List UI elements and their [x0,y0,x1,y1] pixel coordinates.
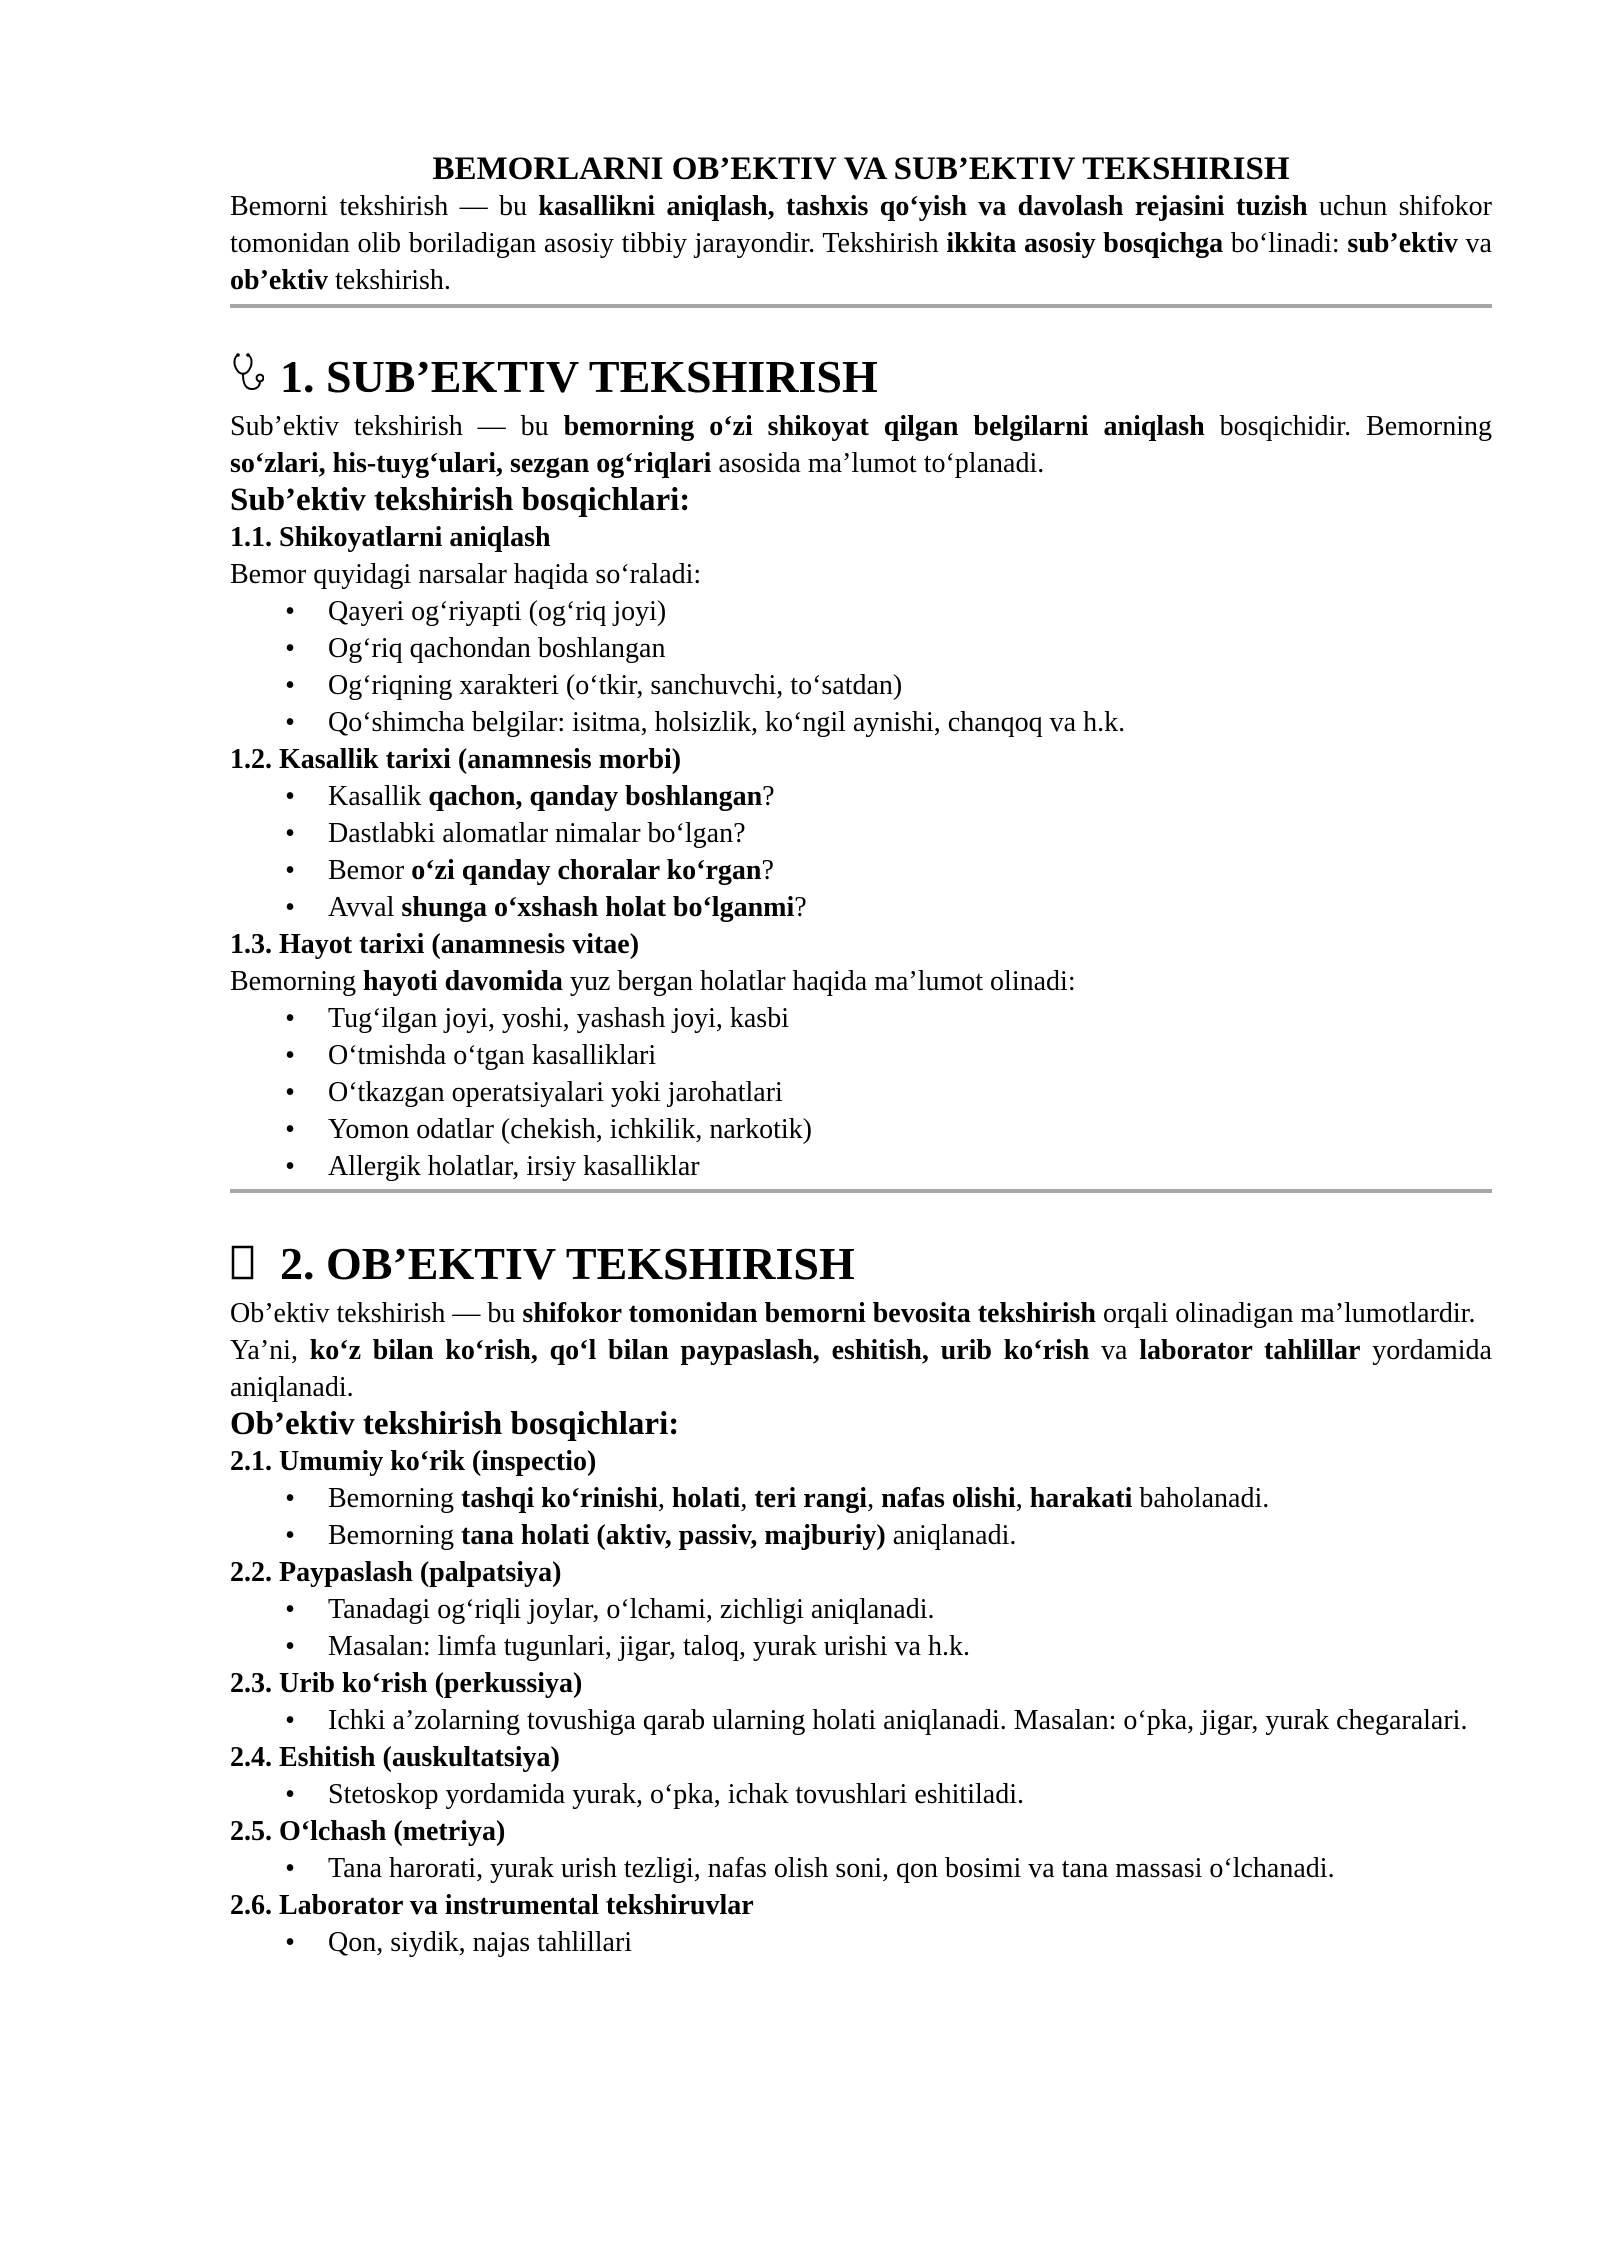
bullet-text: Og‘riq qachondan boshlangan [328,633,666,664]
bullet-text: Tug‘ilgan joyi, yoshi, yashash joyi, kasbi [328,1003,789,1034]
bullet-icon: • [285,707,295,738]
bullet-emphasis: teri rangi [754,1483,868,1514]
bullet-list-2-2 [230,1591,1492,1665]
bullet-item [230,704,1492,741]
bullet-list-1-3 [230,1000,1492,1185]
bullet-text: O‘tkazgan operatsiyalari yoki jarohatlari [328,1077,783,1108]
s2-steps-title: Ob’ektiv tekshirish bosqichlari: [230,1406,680,1442]
s1-text: bosqichidir. Bemorning [1204,411,1493,442]
bullet-text: Bemorning [328,1483,461,1514]
s1-3-text: yuz bergan holatlar haqida ma’lumot olinadi: [562,966,1076,997]
bullet-text: Allergik holatlar, irsiy kasalliklar [328,1151,700,1182]
bullet-emphasis: harakati [1029,1483,1133,1514]
s2-text: va [1089,1335,1140,1366]
bullet-text: Kasallik [328,781,429,812]
s2-text: Ob’ektiv tekshirish — bu [230,1298,523,1329]
s1-emphasis: so‘zlari, his-tuyg‘ulari, sezgan og‘riqlari [230,448,712,479]
bullet-list-1-1 [230,593,1492,741]
bullet-text: , [657,1483,672,1514]
document-title: BEMORLARNI OB’EKTIV VA SUB’EKTIV TEKSHIRISH [432,151,1290,187]
bullet-text: Tana harorati, yurak urish tezligi, nafas olish soni, qon bosimi va tana massasi o‘lchanadi. [328,1853,1335,1884]
subsection-heading-2-2: 2.2. Paypaslash (palpatsiya) [230,1557,562,1588]
bullet-icon: • [285,1594,295,1625]
s2-emphasis: shifokor tomonidan bemorni bevosita tekshirish [522,1298,1096,1329]
bullet-list-2-4 [230,1776,1492,1813]
subsection-heading-1-1: 1.1. Shikoyatlarni aniqlash [230,522,551,553]
bullet-icon: • [285,892,295,923]
bullet-icon: • [285,596,295,627]
bullet-icon: • [285,1631,295,1662]
bullet-item [230,630,1492,667]
bullet-item [230,1111,1492,1148]
bullet-text: , [867,1483,882,1514]
s1-text: asosida ma’lumot to‘planadi. [711,448,1045,479]
bullet-emphasis: tana holati (aktiv, passiv, majburiy) [461,1520,886,1551]
s2-emphasis: laborator tahlillar [1139,1335,1361,1366]
bullet-text: ? [762,781,775,812]
bullet-emphasis: holati [671,1483,741,1514]
intro-text: bo‘linadi: [1223,228,1348,259]
bullet-item [230,1480,1492,1517]
bullet-text: Qayeri og‘riyapti (og‘riq joyi) [328,596,667,627]
bullet-item [230,889,1492,926]
bullet-emphasis: o‘zi qanday choralar ko‘rgan [411,855,762,886]
bullet-text: Stetoskop yordamida yurak, o‘pka, ichak tovushlari eshitiladi. [328,1779,1024,1810]
bullet-item [230,667,1492,704]
bullet-text: baholanadi. [1132,1483,1270,1514]
s1-paragraph [230,408,1492,482]
bullet-item [230,1702,1492,1739]
s1-emphasis: bemorning o‘zi shikoyat qilgan belgilarni aniqlash [563,411,1205,442]
bullet-item [230,1517,1492,1554]
bullet-text: Og‘riqning xarakteri (o‘tkir, sanchuvchi, to‘satdan) [328,670,903,701]
bullet-item [230,1924,1492,1961]
bullet-list-2-6 [230,1924,1492,1961]
bullet-text: , [740,1483,755,1514]
bullet-text: O‘tmishda o‘tgan kasalliklari [328,1040,657,1071]
bullet-icon: • [285,1077,295,1108]
bullet-text: ? [794,892,807,923]
missing-glyph-icon [230,1237,270,1295]
bullet-text: Masalan: limfa tugunlari, jigar, taloq, yurak urishi va h.k. [328,1631,970,1662]
bullet-icon: • [285,1040,295,1071]
bullet-list-1-2 [230,778,1492,926]
bullet-text: Avval [328,892,402,923]
s1-text: Sub’ektiv tekshirish — bu [230,411,564,442]
bullet-text: Ichki a’zolarning tovushiga qarab ularning holati aniqlanadi. Masalan: o‘pka, jigar, yurak chegaralari. [328,1705,1468,1736]
bullet-list-2-1 [230,1480,1492,1554]
bullet-icon: • [285,1853,295,1884]
s1-1-paragraph: Bemor quyidagi narsalar haqida so‘raladi: [230,559,702,590]
bullet-item [230,852,1492,889]
bullet-icon: • [285,781,295,812]
section-1-title: 1. SUB’EKTIV TEKSHIRISH [280,351,878,402]
bullet-list-2-3 [230,1702,1492,1739]
s1-3-emphasis: hayoti davomida [363,966,563,997]
s2-paragraph-1 [230,1295,1492,1332]
bullet-text: Bemorning [328,1520,461,1551]
bullet-text: Qon, siydik, najas tahlillari [328,1927,633,1958]
bullet-item [230,1148,1492,1185]
bullet-item [230,1850,1492,1887]
bullet-emphasis: tashqi ko‘rinishi [461,1483,658,1514]
bullet-emphasis: shunga o‘xshash holat bo‘lganmi [401,892,795,923]
intro-emphasis: sub’ektiv [1347,228,1458,259]
subsection-heading-1-3: 1.3. Hayot tarixi (anamnesis vitae) [230,929,640,960]
bullet-icon: • [285,670,295,701]
s1-steps-title: Sub’ektiv tekshirish bosqichlari: [230,482,691,518]
bullet-item [230,1074,1492,1111]
bullet-text: Dastlabki alomatlar nimalar bo‘lgan? [328,818,746,849]
bullet-icon: • [285,1705,295,1736]
bullet-icon: • [285,1151,295,1182]
s2-text: orqali olinadigan ma’lumotlardir. [1095,1298,1476,1329]
bullet-item [230,1037,1492,1074]
intro-text: tekshirish. [328,265,451,296]
intro-emphasis: kasallikni aniqlash, tashxis qo‘yish va davolash rejasini tuzish [538,191,1308,222]
bullet-icon: • [285,1114,295,1145]
bullet-text: Qo‘shimcha belgilar: isitma, holsizlik, ko‘ngil aynishi, chanqoq va h.k. [328,707,1126,738]
subsection-heading-2-1: 2.1. Umumiy ko‘rik (inspectio) [230,1446,597,1477]
section-2-heading [230,1235,1492,1295]
intro-paragraph [230,188,1492,299]
bullet-text: ? [761,855,774,886]
bullet-icon: • [285,633,295,664]
bullet-icon: • [285,1779,295,1810]
subsection-heading-2-3: 2.3. Urib ko‘rish (perkussiya) [230,1668,583,1699]
subsection-heading-1-2: 1.2. Kasallik tarixi (anamnesis morbi) [230,744,682,775]
bullet-item [230,778,1492,815]
intro-emphasis: ikkita asosiy bosqichga [946,228,1224,259]
bullet-item [230,593,1492,630]
stethoscope-icon [230,350,270,408]
section-divider [230,1189,1492,1193]
document-page [230,150,1492,1961]
s1-3-paragraph [230,963,1492,1000]
bullet-item [230,815,1492,852]
subsection-heading-2-4: 2.4. Eshitish (auskultatsiya) [230,1742,560,1773]
bullet-icon: • [285,1520,295,1551]
bullet-icon: • [285,1483,295,1514]
s2-emphasis: ko‘z bilan ko‘rish, qo‘l bilan paypaslash, eshitish, urib ko‘rish [309,1335,1090,1366]
bullet-icon: • [285,818,295,849]
section-2-title: 2. OB’EKTIV TEKSHIRISH [280,1238,855,1289]
bullet-item [230,1591,1492,1628]
s1-3-text: Bemorning [230,966,363,997]
bullet-icon: • [285,855,295,886]
bullet-emphasis: nafas olishi [881,1483,1016,1514]
bullet-emphasis: qachon, qanday boshlangan [428,781,763,812]
section-1-heading [230,348,1492,408]
bullet-icon: • [285,1927,295,1958]
bullet-icon: • [285,1003,295,1034]
subsection-heading-2-5: 2.5. O‘lchash (metriya) [230,1816,506,1847]
bullet-item [230,1628,1492,1665]
s2-text: Ya’ni, [230,1335,310,1366]
intro-emphasis: ob’ektiv [230,265,328,296]
intro-text: uchun shifokor tomonidan olib boriladigan asosiy tibbiy jarayondir. Tekshirish [230,191,1492,259]
subsection-heading-2-6: 2.6. Laborator va instrumental tekshiruvlar [230,1890,754,1921]
bullet-text: Yomon odatlar (chekish, ichkilik, narkotik) [328,1114,812,1145]
bullet-list-2-5 [230,1850,1492,1887]
bullet-text: Tanadagi og‘riqli joylar, o‘lchami, zichligi aniqlanadi. [328,1594,935,1625]
bullet-item [230,1000,1492,1037]
bullet-text: , [1015,1483,1030,1514]
intro-text: Bemorni tekshirish — bu [230,191,539,222]
bullet-text: aniqlanadi. [885,1520,1017,1551]
section-divider [230,304,1492,308]
s2-text: yordamida aniqlanadi. [230,1335,1492,1403]
bullet-item [230,1776,1492,1813]
intro-text: va [1457,228,1492,259]
s2-paragraph-2 [230,1332,1492,1406]
bullet-text: Bemor [328,855,412,886]
